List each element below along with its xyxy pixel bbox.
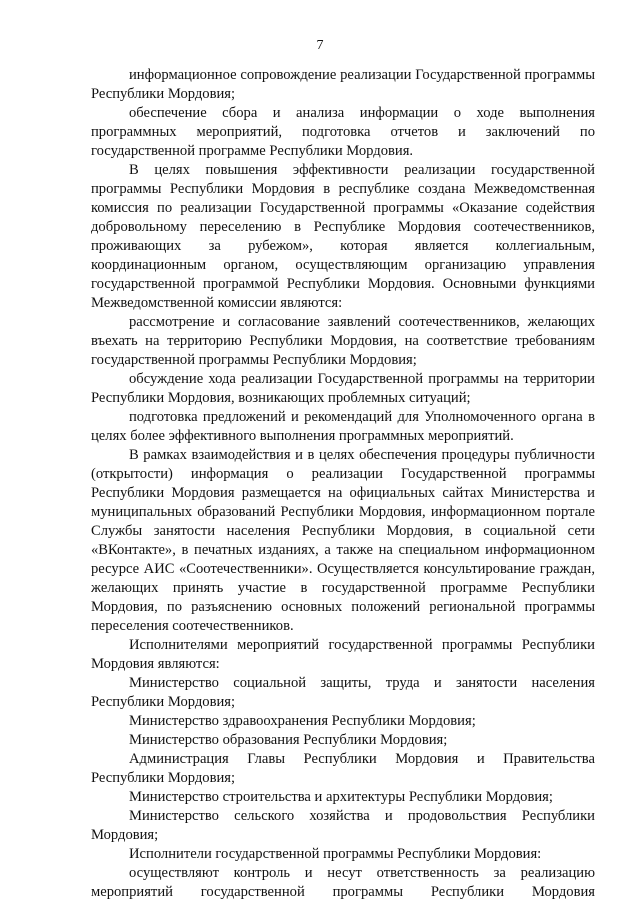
paragraph: Исполнителями мероприятий государственной программы Республики Мордовия являются: <box>91 637 595 672</box>
list-item: Министерство сельского хозяйства и продовольствия Республики Мордовия; <box>91 808 595 843</box>
list-item: Министерство образования Республики Мордовия; <box>129 732 448 748</box>
paragraph: информационное сопровождение реализации Государственной программы Республики Мордовия; <box>91 67 595 102</box>
paragraph: обеспечение сбора и анализа информации о ходе выполнения программных мероприятий, подготовка отчетов и заключений по государственной программе Республики Мордовия. <box>91 105 595 159</box>
paragraph: осуществляют контроль и несут ответственность за реализацию мероприятий государственной программы Республики Мордовия <box>91 865 595 900</box>
paragraph: обсуждение хода реализации Государственной программы на территории Республики Мордовия, возникающих проблемных ситуаций; <box>91 371 595 406</box>
list-item: Министерство социальной защиты, труда и занятости населения Республики Мордовия; <box>91 675 595 710</box>
document-body <box>91 66 595 902</box>
paragraph: Исполнители государственной программы Республики Мордовия: <box>129 846 542 862</box>
paragraph: рассмотрение и согласование заявлений соотечественников, желающих въехать на территорию Республики Мордовия, на соответствие требованиям государственной программы Республики Мордовия; <box>91 314 595 368</box>
page-number: 7 <box>316 38 324 53</box>
paragraph: подготовка предложений и рекомендаций для Уполномоченного органа в целях более эффективного выполнения программных мероприятий. <box>91 409 595 444</box>
paragraph: В рамках взаимодействия и в целях обеспечения процедуры публичности (открытости) информация о реализации Государственной программы Республики Мордовия размещается на официальных сайтах Министерства и муниципальных образований Республики Мордовия, информационном портале Службы занятости населения Республики Мордовия, в социальной сети «ВКонтакте», в печатных изданиях, а также на специальном информационном ресурсе АИС «Соотечественники». Осуществляется консультирование граждан, желающих принять участие в государственной программе Республики Мордовия, по разъяснению основных положений региональной программы переселения соотечественников. <box>91 447 595 634</box>
list-item: Министерство строительства и архитектуры Республики Мордовия; <box>129 789 553 805</box>
list-item: Администрация Главы Республики Мордовия и Правительства Республики Мордовия; <box>91 751 595 786</box>
list-item: Министерство здравоохранения Республики Мордовия; <box>129 713 476 729</box>
paragraph: В целях повышения эффективности реализации государственной программы Республики Мордовия в республике создана Межведомственная комиссия по реализации Государственной программы «Оказание содействия добровольному переселению в Республике Мордовия соотечественников, проживающих за рубежом», которая является коллегиальным, координационным органом, осуществляющим организацию управления государственной программой Республики Мордовия. Основными функциями Межведомственной комиссии являются: <box>91 162 595 311</box>
